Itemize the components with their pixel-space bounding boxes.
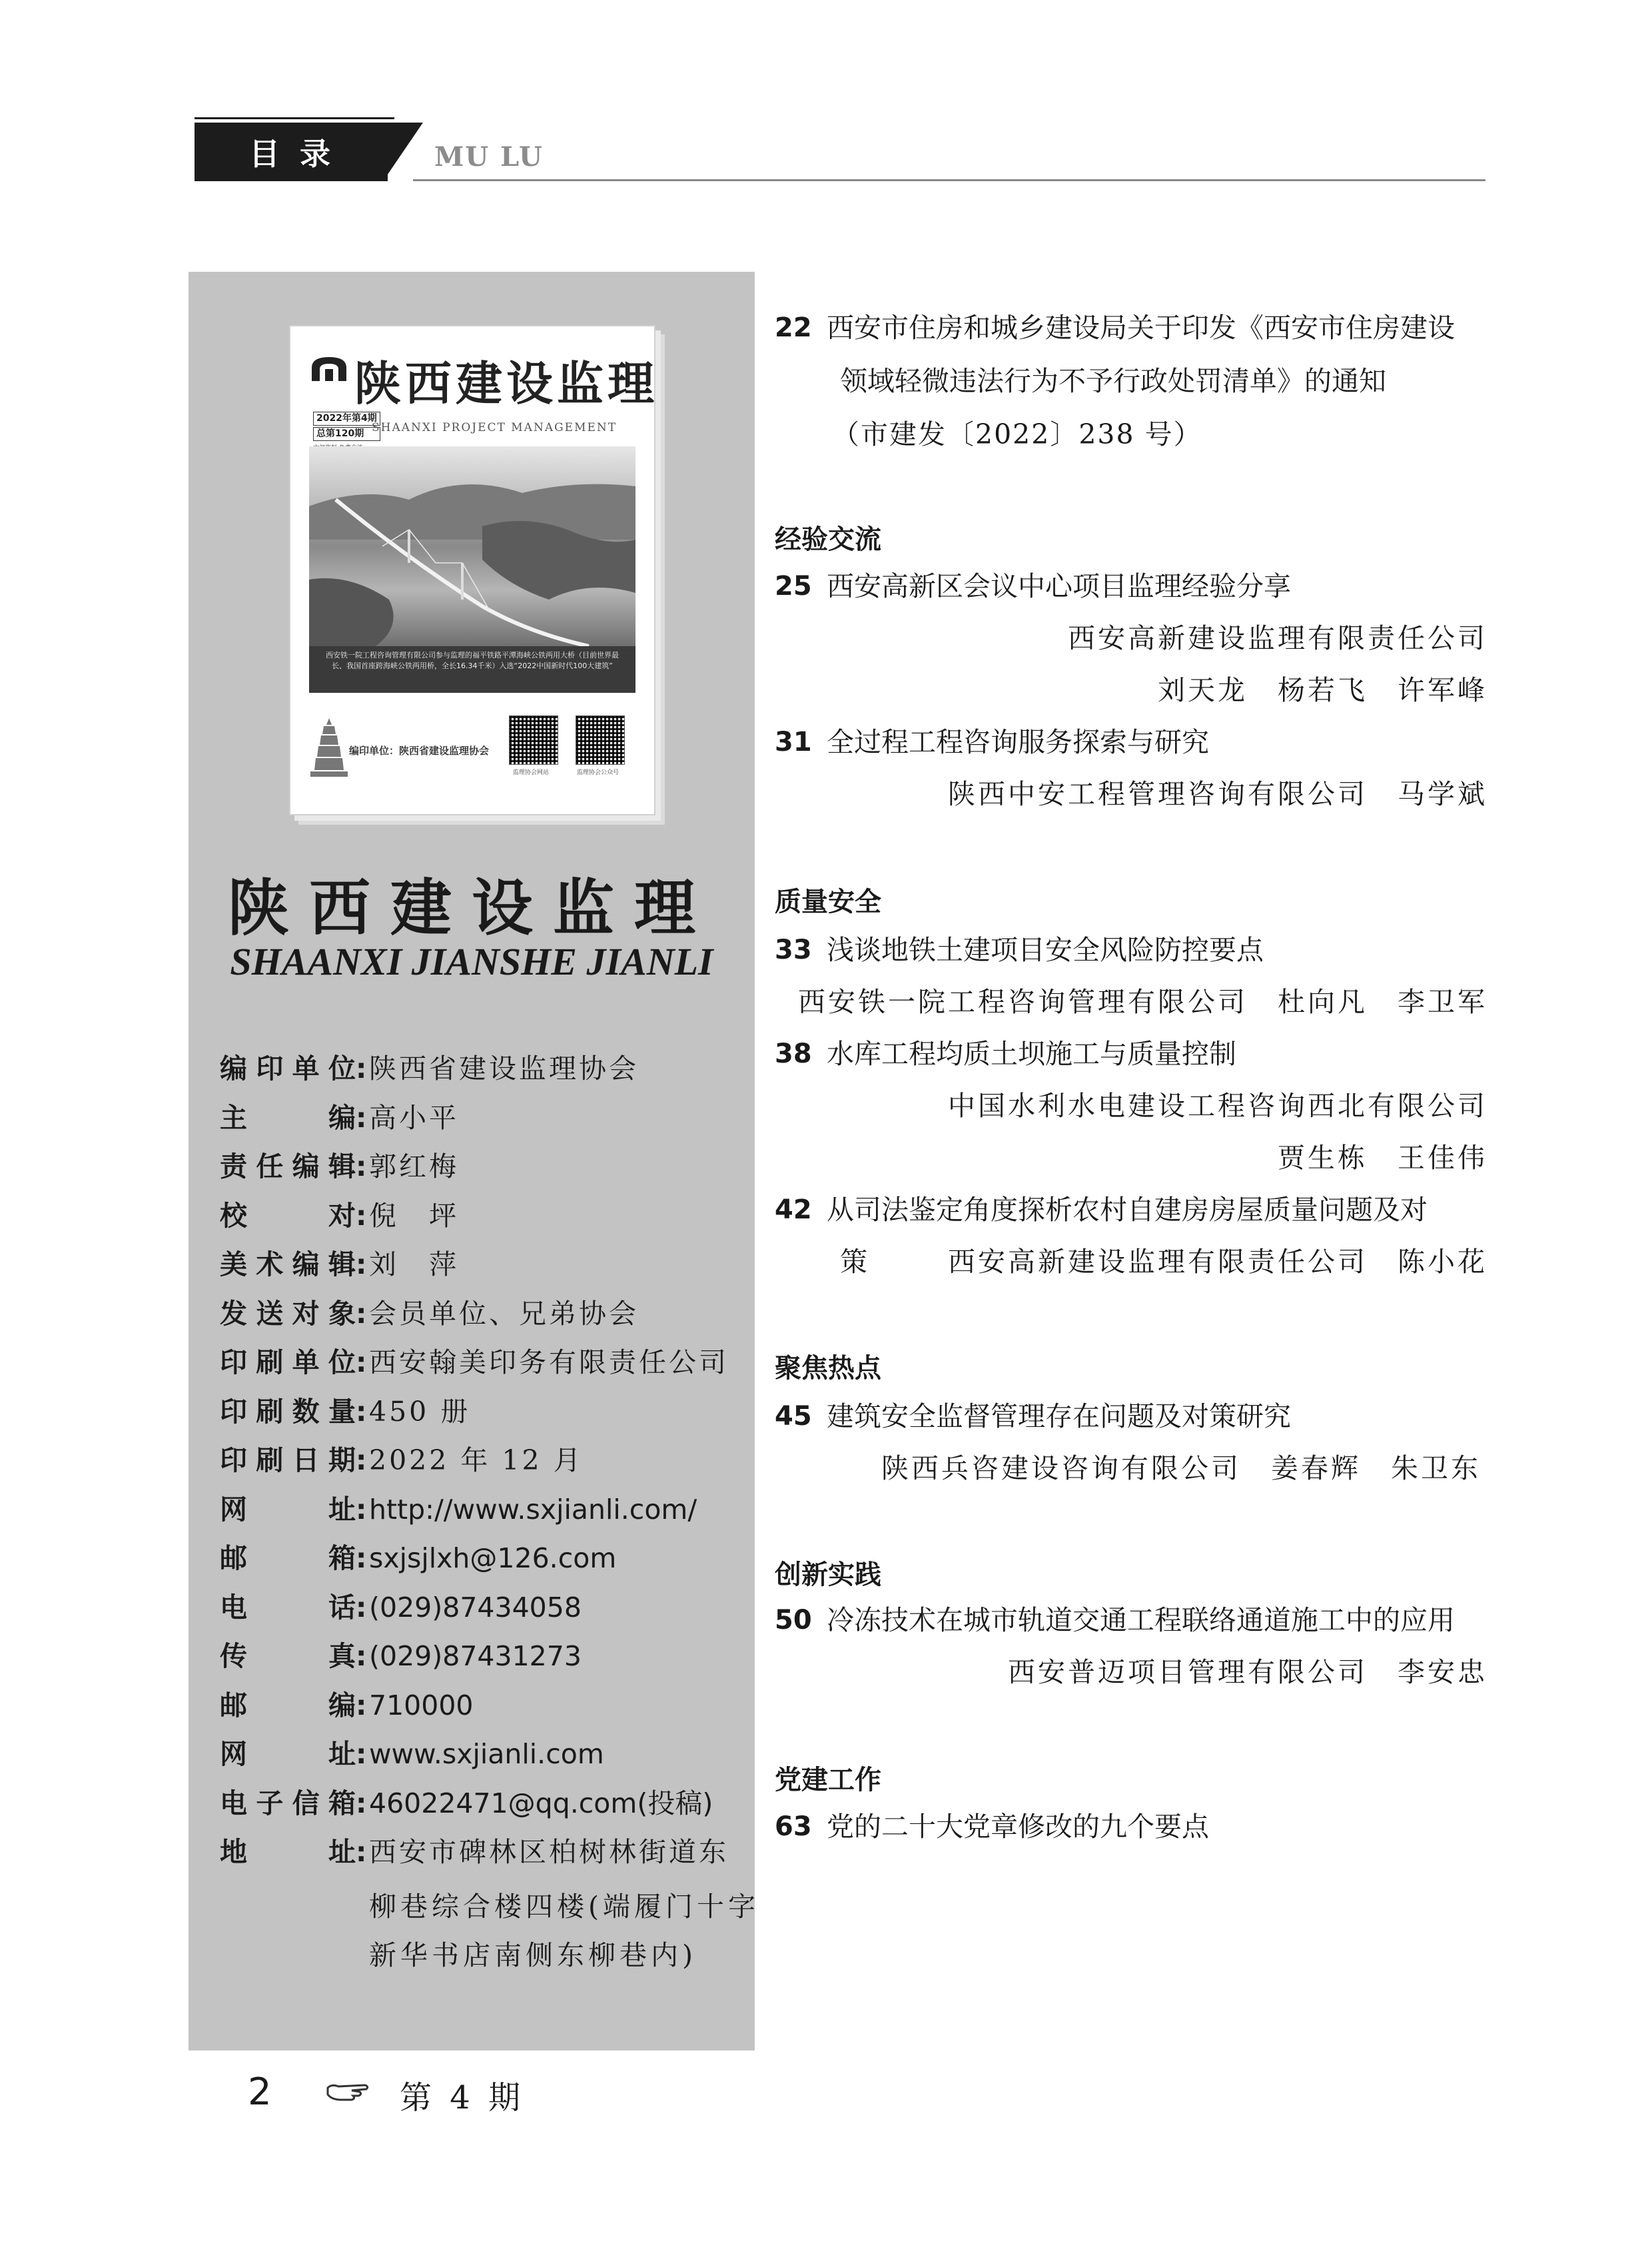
info-value: sxjsjlxh@126.com [369, 1542, 617, 1574]
info-colon: : [356, 1493, 367, 1526]
info-label: 电 子 信 箱 [220, 1787, 356, 1819]
info-row [220, 1344, 753, 1393]
toc-title: 全过程工程咨询服务探索与研究 [827, 726, 1209, 758]
toc-title: 浅谈地铁土建项目安全风险防控要点 [827, 934, 1264, 966]
info-row [220, 1442, 753, 1491]
magazine-logo-icon [309, 354, 349, 386]
info-colon: : [356, 1689, 367, 1721]
toc-organization: 陕西中安工程管理咨询有限公司 马学斌 [948, 778, 1487, 810]
info-value: (029)87431273 [369, 1640, 582, 1672]
info-colon: : [356, 1297, 367, 1330]
info-colon: : [356, 1199, 367, 1232]
toc-title: 水库工程均质土坝施工与质量控制 [827, 1038, 1236, 1070]
info-label: 美 术 编 辑 [220, 1248, 356, 1280]
info-value: 710000 [369, 1689, 474, 1721]
info-colon: : [356, 1395, 367, 1428]
info-value: 倪 坪 [369, 1199, 459, 1232]
cover-editor: 编印单位：陕西省建设监理协会 [349, 745, 490, 757]
toc-title: 冷冻技术在城市轨道交通工程联络通道施工中的应用 [827, 1604, 1455, 1636]
info-value: 西安翰美印务有限责任公司 [369, 1346, 729, 1378]
info-label: 责 任 编 辑 [220, 1150, 356, 1182]
info-row [220, 1099, 753, 1148]
info-value: (029)87434058 [369, 1591, 582, 1623]
cover-thumbnail [289, 325, 658, 815]
cover-footer [309, 711, 635, 794]
info-row [220, 1393, 753, 1442]
toc-title: 党的二十大党章修改的九个要点 [827, 1811, 1209, 1843]
info-value: 郭红梅 [369, 1150, 459, 1182]
info-label: 网 址 [220, 1493, 356, 1526]
info-value: 西安市碑林区柏树林街道东 [369, 1836, 729, 1868]
address-line: 新华书店南侧东柳巷内) [369, 1939, 697, 1971]
info-colon: : [356, 1101, 367, 1134]
info-colon: : [356, 1640, 367, 1672]
info-colon: : [356, 1444, 367, 1476]
header-rule [413, 179, 1485, 181]
info-colon: : [356, 1591, 367, 1623]
toc-organization: 西安高新建设监理有限责任公司 [1068, 622, 1487, 654]
toc-page-number: 42 [775, 1194, 812, 1225]
hand-pointer-icon [325, 2078, 372, 2105]
toc-organization: 陕西兵咨建设咨询有限公司 姜春辉 朱卫东 [881, 1452, 1481, 1484]
toc-page-number: 31 [775, 727, 812, 757]
info-colon: : [356, 1248, 367, 1280]
info-label: 校 对 [220, 1199, 356, 1232]
toc-doc-number: （市建发〔2022〕238 号） [832, 418, 1202, 450]
toc-title-cont: 策 [840, 1246, 867, 1278]
info-label: 印 刷 日 期 [220, 1444, 356, 1476]
toc-title-cont: 领域轻微违法行为不予行政处罚清单》的通知 [840, 365, 1386, 397]
info-label: 传 真 [220, 1640, 356, 1672]
info-value: http://www.sxjianli.com/ [369, 1493, 697, 1526]
toc-organization: 西安铁一院工程咨询管理有限公司 杜向凡 李卫军 [798, 986, 1487, 1018]
qr-code-icon [509, 715, 558, 765]
info-value: 刘 萍 [369, 1248, 459, 1280]
toc-organization: 西安普迈项目管理有限公司 李安忠 [1008, 1656, 1487, 1688]
toc-page-number: 22 [775, 312, 812, 343]
qr-code-icon [576, 715, 625, 765]
toc-organization: 西安高新建设监理有限责任公司 陈小花 [948, 1246, 1487, 1278]
info-label: 电 话 [220, 1591, 356, 1623]
info-colon: : [356, 1787, 367, 1819]
toc-page-number: 25 [775, 571, 812, 602]
toc-section-heading: 聚焦热点 [775, 1353, 881, 1384]
info-colon: : [356, 1738, 367, 1770]
toc-page-number: 63 [775, 1811, 812, 1842]
cover-title: 陕西建设监理 [354, 356, 658, 411]
info-row [220, 1637, 753, 1687]
qr-label: 监理协会公众号 [577, 769, 620, 776]
info-value: 2022 年 12 月 [369, 1444, 584, 1476]
section-title: 目录 [249, 136, 350, 172]
toc-page-number: 33 [775, 935, 812, 965]
magazine-title-en: SHAANXI JIANSHE JIANLI [230, 940, 713, 983]
address-line: 柳巷综合楼四楼(端履门十字 [369, 1890, 759, 1923]
toc-title: 西安高新区会议中心项目监理经验分享 [827, 570, 1291, 602]
info-row [220, 1295, 753, 1344]
info-colon: : [356, 1346, 367, 1378]
issue-label: 第 4 期 [400, 2079, 525, 2116]
cover-bridge-photo [309, 446, 635, 646]
masthead-info [220, 1050, 759, 1981]
cover-caption: 西安铁一院工程咨询管理有限公司参与监理的福平铁路平潭海峡公铁两用大桥（目前世界最长、我国首座跨海峡公铁两用桥，全长16.34千米）入选“2022中国新时代100大建筑” [309, 646, 635, 693]
info-value: 46022471@qq.com(投稿) [369, 1787, 713, 1819]
info-colon: : [356, 1150, 367, 1182]
header-rule-top [195, 117, 394, 119]
cover-issue-total: 总第120期 [313, 427, 380, 441]
info-label: 发 送 对 象 [220, 1297, 356, 1330]
info-row [220, 1833, 753, 1883]
info-colon: : [356, 1053, 367, 1085]
info-label: 主 编 [220, 1101, 356, 1134]
info-value: 高小平 [369, 1101, 459, 1134]
toc-page-number: 45 [775, 1401, 812, 1432]
info-row [220, 1687, 753, 1736]
info-row [220, 1246, 753, 1295]
toc-section-heading: 创新实践 [775, 1560, 881, 1590]
info-colon: : [356, 1542, 367, 1574]
info-value: 450 册 [369, 1395, 471, 1428]
toc-authors: 刘天龙 杨若飞 许军峰 [1158, 674, 1487, 706]
info-row [220, 1540, 753, 1589]
cover-issue-year: 2022年第4期 [313, 412, 380, 426]
toc-title: 西安市住房和城乡建设局关于印发《西安市住房建设 [827, 312, 1455, 344]
info-row [220, 1785, 753, 1834]
info-label: 印 刷 数 量 [220, 1395, 356, 1428]
info-label: 印 刷 单 位 [220, 1346, 356, 1378]
info-row [220, 1148, 753, 1197]
toc-organization: 中国水利水电建设工程咨询西北有限公司 [948, 1090, 1487, 1122]
toc-page-number: 50 [775, 1605, 812, 1635]
magazine-title: 陕西建设监理 [227, 872, 715, 944]
section-tab-slant [383, 123, 423, 181]
info-value: www.sxjianli.com [369, 1738, 604, 1770]
toc-page-number: 38 [775, 1039, 812, 1069]
section-title-en: MU LU [434, 141, 544, 173]
page-number: 2 [248, 2070, 272, 2114]
toc-authors: 贾生栋 王佳伟 [1278, 1142, 1487, 1174]
toc-section-heading: 党建工作 [775, 1765, 881, 1795]
info-label: 网 址 [220, 1738, 356, 1770]
info-value: 陕西省建设监理协会 [369, 1053, 639, 1085]
bridge-image [309, 446, 635, 646]
toc-title: 从司法鉴定角度探析农村自建房房屋质量问题及对 [827, 1194, 1428, 1226]
info-value: 会员单位、兄弟协会 [369, 1297, 639, 1330]
qr-label: 监理协会网站 [513, 769, 550, 776]
info-label: 地 址 [220, 1836, 356, 1868]
info-label: 邮 箱 [220, 1542, 356, 1574]
info-row [220, 1491, 753, 1540]
info-row [220, 1197, 753, 1246]
info-label: 编 印 单 位 [220, 1053, 356, 1085]
toc-section-heading: 质量安全 [775, 887, 881, 917]
section-tab [195, 123, 388, 181]
toc-section-heading: 经验交流 [775, 524, 881, 555]
info-label: 邮 编 [220, 1689, 356, 1721]
info-row [220, 1735, 753, 1785]
cover-title-en: SHAANXI PROJECT MANAGEMENT [372, 421, 618, 434]
info-row [220, 1589, 753, 1638]
info-colon: : [356, 1836, 367, 1868]
toc-title: 建筑安全监督管理存在问题及对策研究 [827, 1400, 1291, 1432]
pagoda-icon [309, 718, 349, 778]
info-row [220, 1050, 753, 1099]
